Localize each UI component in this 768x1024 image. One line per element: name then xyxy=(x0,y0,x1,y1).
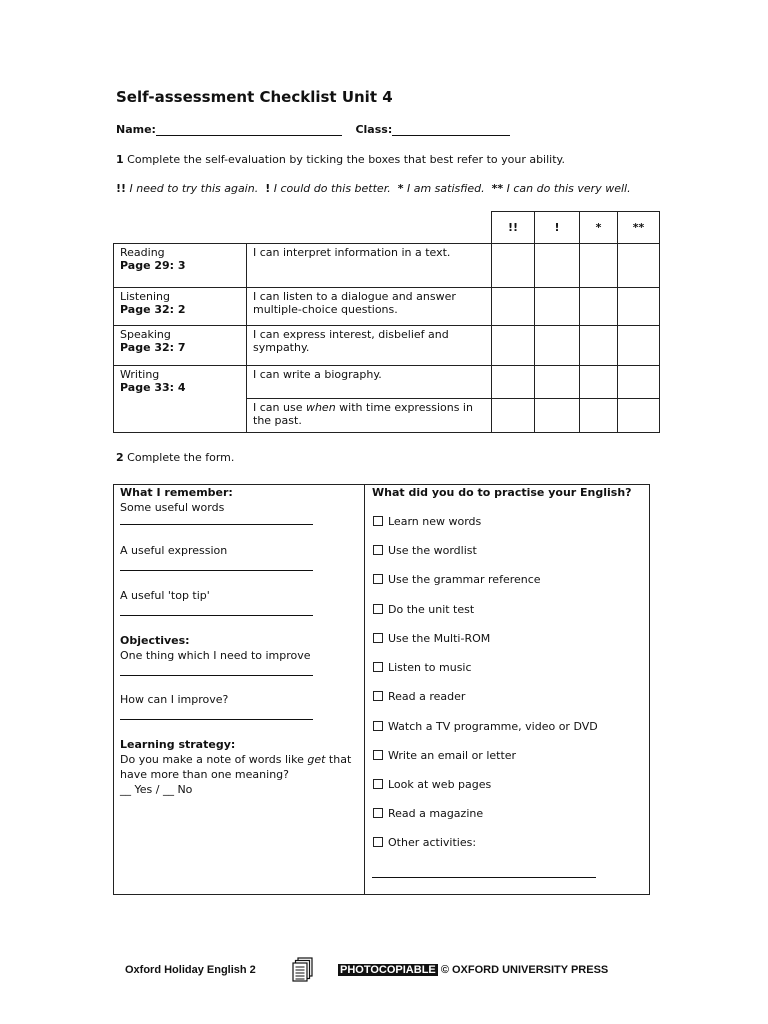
remember-heading: What I remember: xyxy=(120,486,233,499)
skill-cell xyxy=(114,326,247,366)
tick-box[interactable] xyxy=(618,288,660,326)
checkbox[interactable] xyxy=(373,516,383,526)
checklist-item[interactable]: Look at web pages xyxy=(373,778,491,791)
legend-text: I am satisfied. xyxy=(406,182,485,195)
table-row xyxy=(114,326,660,366)
tick-box[interactable] xyxy=(618,366,660,399)
legend-text: I need to try this again. xyxy=(129,182,259,195)
checkbox[interactable] xyxy=(373,779,383,789)
checklist-item[interactable]: Use the Multi-ROM xyxy=(373,632,490,645)
column-header: ** xyxy=(618,212,660,244)
useful-expression-line[interactable] xyxy=(120,558,313,571)
name-class-row xyxy=(116,123,510,136)
strategy-text: Do you make a note of words like xyxy=(120,753,308,766)
legend-text: I could do this better. xyxy=(273,182,391,195)
checkbox[interactable] xyxy=(373,750,383,760)
statement-text: with time expressions in the past. xyxy=(253,401,473,427)
strategy-emphasis: get xyxy=(307,753,326,766)
page-ref: Page 33: 4 xyxy=(120,381,186,394)
legend-text: I can do this very well. xyxy=(506,182,631,195)
section1-number: 1 xyxy=(116,153,124,166)
checklist-item[interactable]: Write an email or letter xyxy=(373,749,516,762)
tick-box[interactable] xyxy=(492,399,535,433)
objectives-heading: Objectives: xyxy=(120,634,190,647)
class-line[interactable] xyxy=(392,123,510,136)
tick-box[interactable] xyxy=(535,326,580,366)
top-tip-line[interactable] xyxy=(120,603,313,616)
section2-instruction xyxy=(116,451,234,464)
table-row xyxy=(114,288,660,326)
tick-box[interactable] xyxy=(580,244,618,288)
statement-cell: I can interpret information in a text. xyxy=(247,244,492,288)
checklist-item[interactable]: Do the unit test xyxy=(373,603,474,616)
page-title: Self-assessment Checklist Unit 4 xyxy=(116,88,393,106)
checklist-item[interactable]: Watch a TV programme, video or DVD xyxy=(373,720,598,733)
practise-heading: What did you do to practise your English? xyxy=(372,486,632,499)
checklist-item[interactable]: Use the grammar reference xyxy=(373,573,541,586)
tick-box[interactable] xyxy=(492,288,535,326)
tick-box[interactable] xyxy=(580,326,618,366)
how-improve-line[interactable] xyxy=(120,707,313,720)
tick-box[interactable] xyxy=(535,366,580,399)
checklist-item[interactable]: Use the wordlist xyxy=(373,544,477,557)
checklist-item[interactable]: Read a magazine xyxy=(373,807,483,820)
legend-symbol: ! xyxy=(265,182,271,195)
skill-name: Speaking xyxy=(120,328,171,341)
checkbox[interactable] xyxy=(373,721,383,731)
strategy-heading: Learning strategy: xyxy=(120,738,236,751)
skill-cell xyxy=(114,244,247,288)
checkbox[interactable] xyxy=(373,837,383,847)
top-tip-label: A useful 'top tip' xyxy=(120,589,210,602)
footer-course-title: Oxford Holiday English 2 xyxy=(125,964,256,976)
name-label: Name: xyxy=(116,123,156,136)
rating-legend xyxy=(116,182,631,195)
page-ref: Page 29: 3 xyxy=(120,259,186,272)
statement-cell: I can write a biography. xyxy=(247,366,492,399)
self-evaluation-table xyxy=(113,211,660,433)
statement-text: I can use xyxy=(253,401,306,414)
table-row xyxy=(114,244,660,288)
table-row xyxy=(114,366,660,399)
checkbox[interactable] xyxy=(373,604,383,614)
statement-cell xyxy=(247,399,492,433)
tick-box[interactable] xyxy=(618,326,660,366)
tick-box[interactable] xyxy=(492,326,535,366)
column-header: * xyxy=(580,212,618,244)
class-label: Class: xyxy=(355,123,393,136)
skill-name: Reading xyxy=(120,246,165,259)
checklist-item[interactable]: Read a reader xyxy=(373,690,465,703)
practise-column xyxy=(365,485,649,894)
checkbox[interactable] xyxy=(373,545,383,555)
tick-box[interactable] xyxy=(580,399,618,433)
useful-words-line[interactable] xyxy=(120,511,313,525)
section2-instruction-text: Complete the form. xyxy=(127,451,235,464)
checkbox[interactable] xyxy=(373,662,383,672)
tick-box[interactable] xyxy=(535,244,580,288)
checklist-item[interactable]: Other activities: xyxy=(373,836,476,849)
skill-cell xyxy=(114,288,247,326)
checklist-item[interactable]: Listen to music xyxy=(373,661,472,674)
objectives-line[interactable] xyxy=(120,663,313,676)
legend-symbol: * xyxy=(397,182,404,195)
tick-box[interactable] xyxy=(580,366,618,399)
useful-expression-label: A useful expression xyxy=(120,544,228,557)
remember-column xyxy=(114,485,365,894)
yes-no-answer[interactable]: __ Yes / __ No xyxy=(120,783,193,796)
photocopy-pages-icon xyxy=(292,957,314,983)
how-improve-label: How can I improve? xyxy=(120,693,229,706)
column-header: !! xyxy=(492,212,535,244)
legend-symbol: !! xyxy=(116,182,127,195)
statement-cell: I can express interest, disbelief and sympathy. xyxy=(247,326,492,366)
tick-box[interactable] xyxy=(618,399,660,433)
skill-name: Writing xyxy=(120,368,160,381)
checklist-item[interactable]: Learn new words xyxy=(373,515,481,528)
checkbox[interactable] xyxy=(373,691,383,701)
tick-box[interactable] xyxy=(535,288,580,326)
useful-words-label: Some useful words xyxy=(120,501,225,514)
statement-emphasis: when xyxy=(305,401,336,414)
page-ref: Page 32: 2 xyxy=(120,303,186,316)
objectives-text: One thing which I need to improve xyxy=(120,649,311,662)
skill-name: Listening xyxy=(120,290,170,303)
footer-copyright xyxy=(338,964,608,976)
checkbox[interactable] xyxy=(373,574,383,584)
statement-cell: I can listen to a dialogue and answer multiple-choice questions. xyxy=(247,288,492,326)
tick-box[interactable] xyxy=(492,366,535,399)
tick-box[interactable] xyxy=(492,244,535,288)
strategy-text: that have more than one meaning? xyxy=(120,753,352,781)
skill-cell xyxy=(114,366,247,433)
section1-instruction-text: Complete the self-evaluation by ticking the boxes that best refer to your ability. xyxy=(127,153,565,166)
column-header: ! xyxy=(535,212,580,244)
name-line[interactable] xyxy=(156,123,342,136)
tick-box[interactable] xyxy=(618,244,660,288)
section2-number: 2 xyxy=(116,451,124,464)
tick-box[interactable] xyxy=(580,288,618,326)
other-activities-line[interactable] xyxy=(372,865,596,878)
reflection-form xyxy=(113,484,650,895)
page-ref: Page 32: 7 xyxy=(120,341,186,354)
publisher-text: © OXFORD UNIVERSITY PRESS xyxy=(440,964,609,976)
section1-instruction xyxy=(116,153,565,166)
tick-box[interactable] xyxy=(535,399,580,433)
photocopiable-badge: PHOTOCOPIABLE xyxy=(340,964,436,976)
legend-symbol: ** xyxy=(491,182,504,195)
checkbox[interactable] xyxy=(373,808,383,818)
checkbox[interactable] xyxy=(373,633,383,643)
